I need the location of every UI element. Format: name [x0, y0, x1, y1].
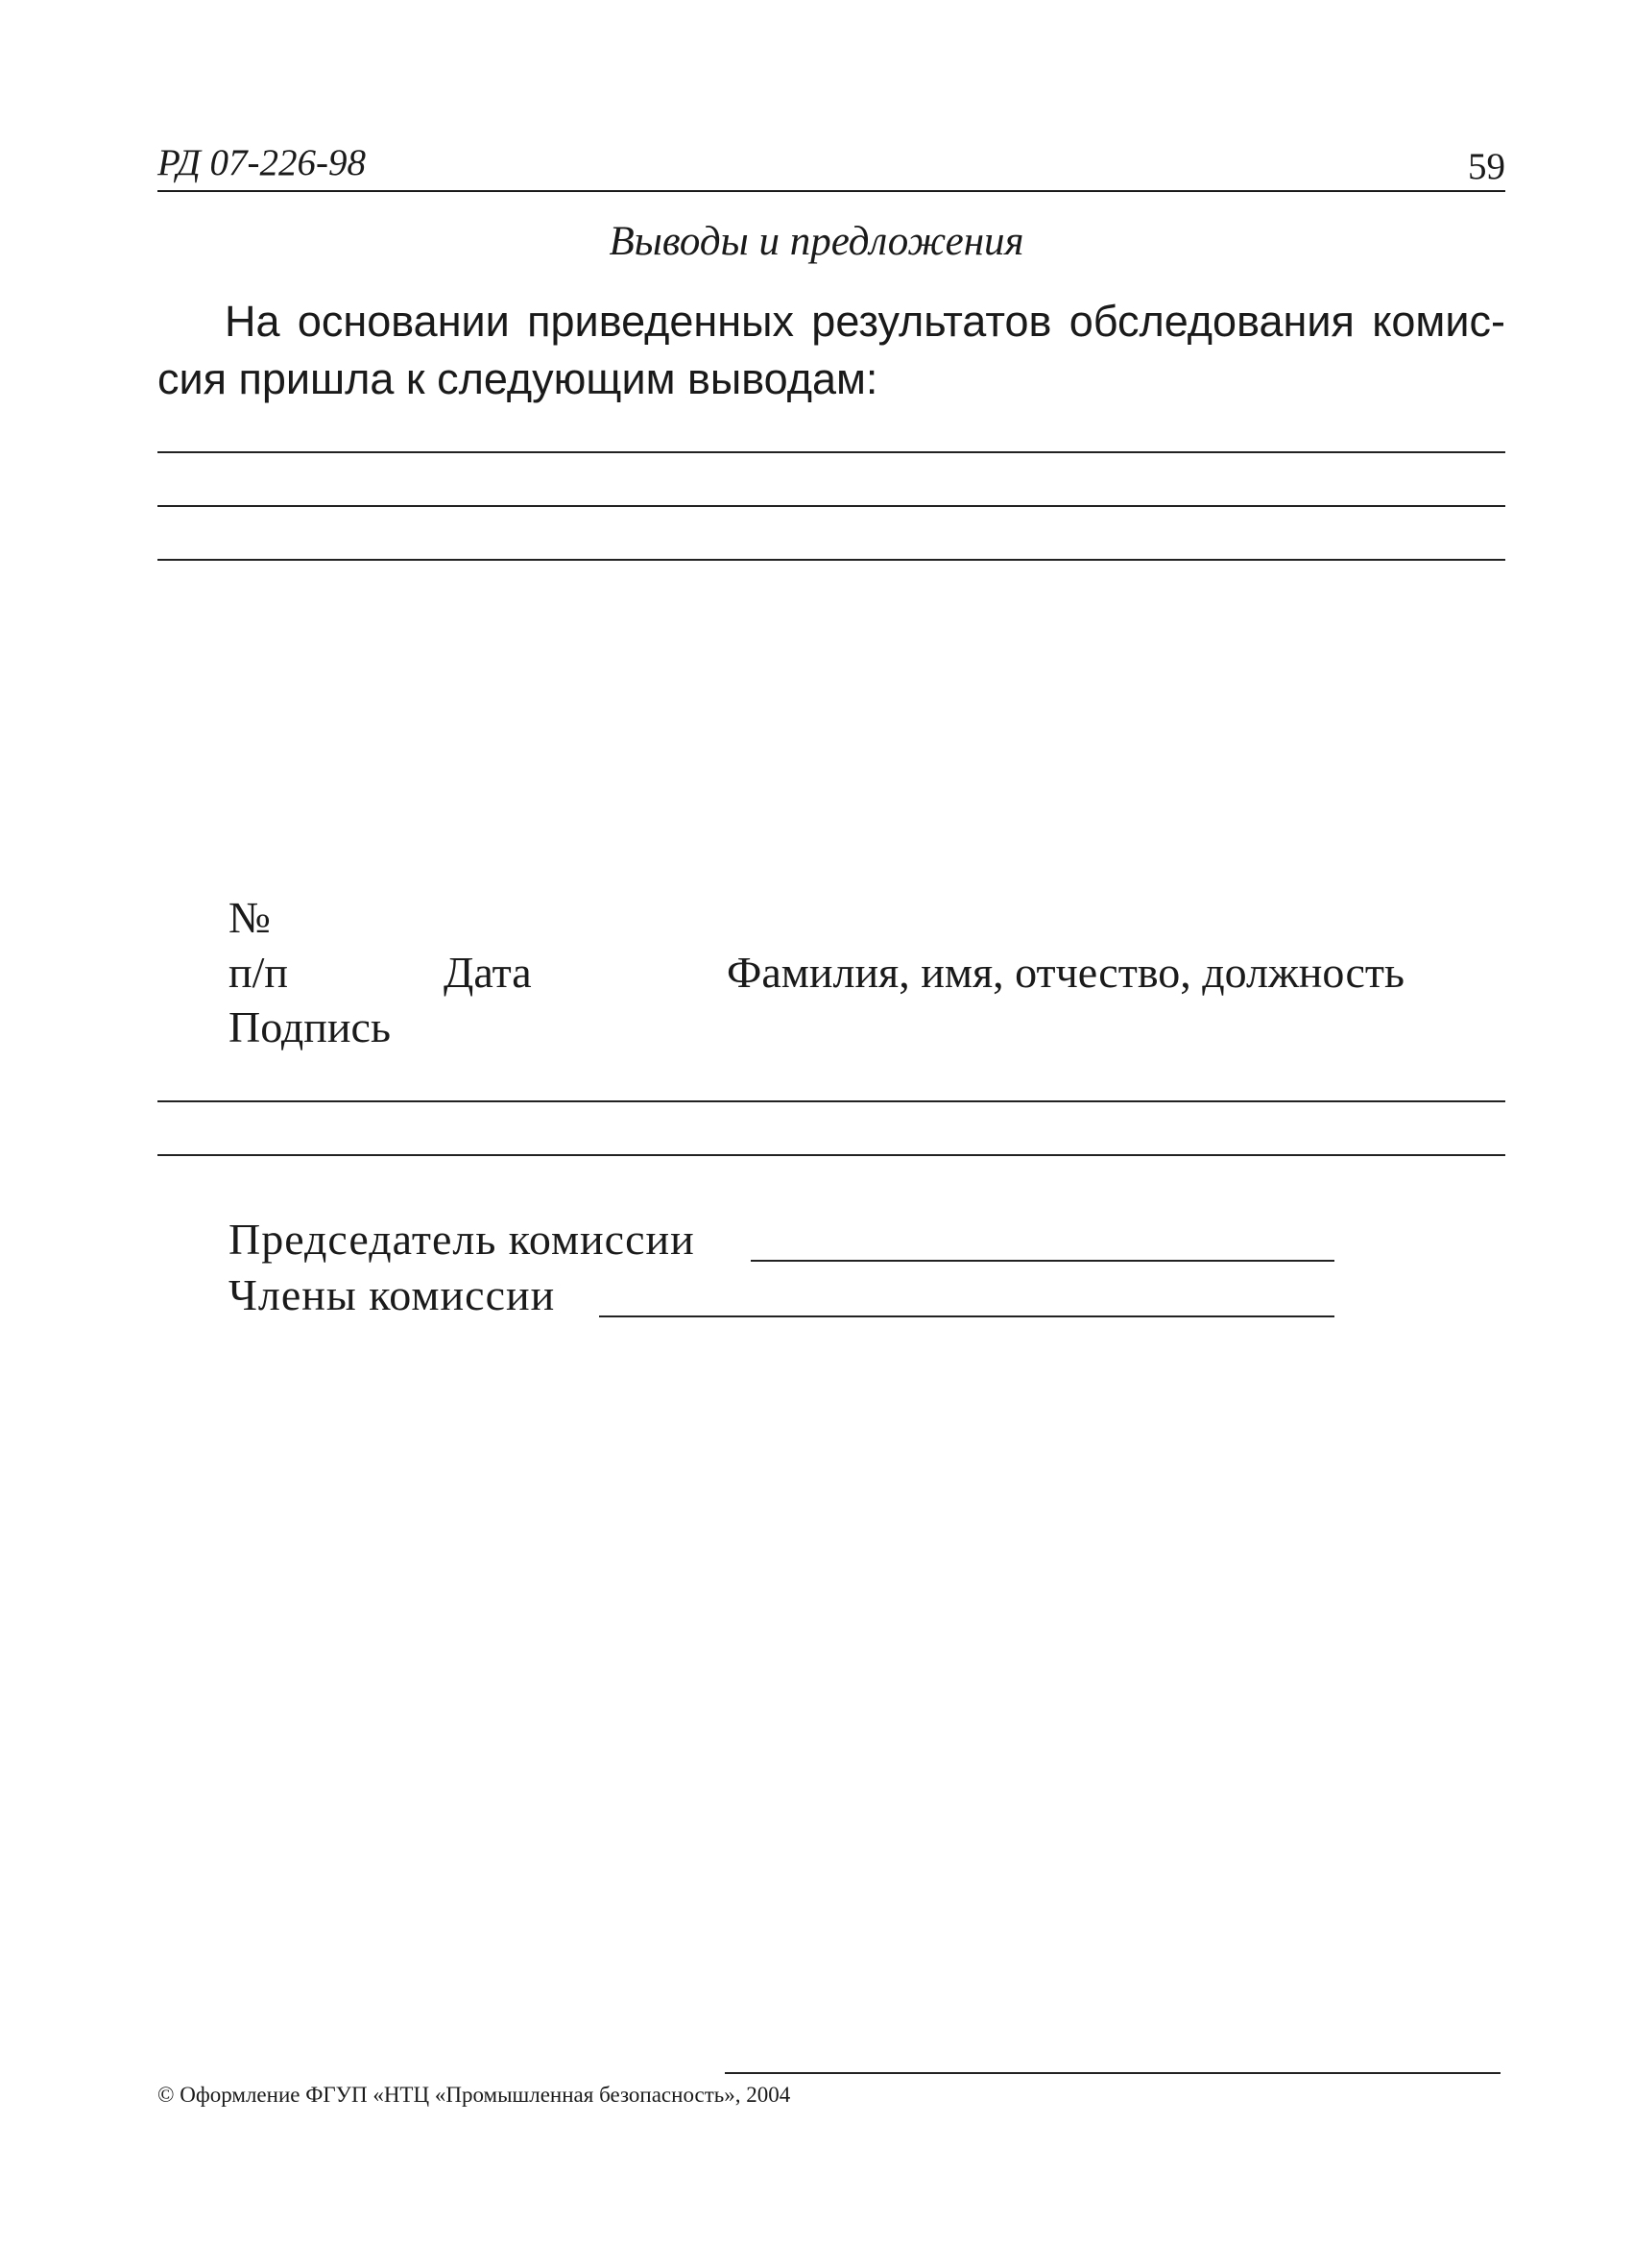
header-rule [157, 190, 1505, 192]
section-title: Выводы и предложения [609, 219, 1024, 264]
row-number-header: п/п [228, 948, 289, 997]
intro-line-2: сия пришла к следующим выводам: [157, 354, 878, 403]
page-number: 59 [1468, 146, 1505, 187]
intro-paragraph [157, 293, 1505, 408]
conclusion-blank-line-1 [157, 451, 1505, 453]
table-blank-line-2 [157, 1154, 1505, 1156]
members-signature-line [599, 1315, 1334, 1317]
members-label: Члены комиссии [228, 1270, 556, 1319]
date-header: Дата [444, 948, 532, 997]
signature-header: Подпись [228, 1002, 391, 1051]
person-header: Фамилия, имя, отчество, должность [727, 948, 1405, 997]
intro-line-1: На основании приведенных результатов обследования комис- [225, 297, 1505, 346]
conclusion-blank-line-2 [157, 505, 1505, 507]
chairman-signature-line [751, 1260, 1334, 1262]
footer-copyright: © Оформление ФГУП «НТЦ «Промышленная безопасность», 2004 [157, 2083, 791, 2107]
document-code: РД 07-226-98 [157, 142, 366, 183]
footer-rule [725, 2072, 1501, 2074]
table-blank-line-1 [157, 1100, 1505, 1102]
conclusion-blank-line-3 [157, 559, 1505, 561]
chairman-label: Председатель комиссии [228, 1215, 695, 1264]
number-sign-header: № [228, 893, 271, 942]
